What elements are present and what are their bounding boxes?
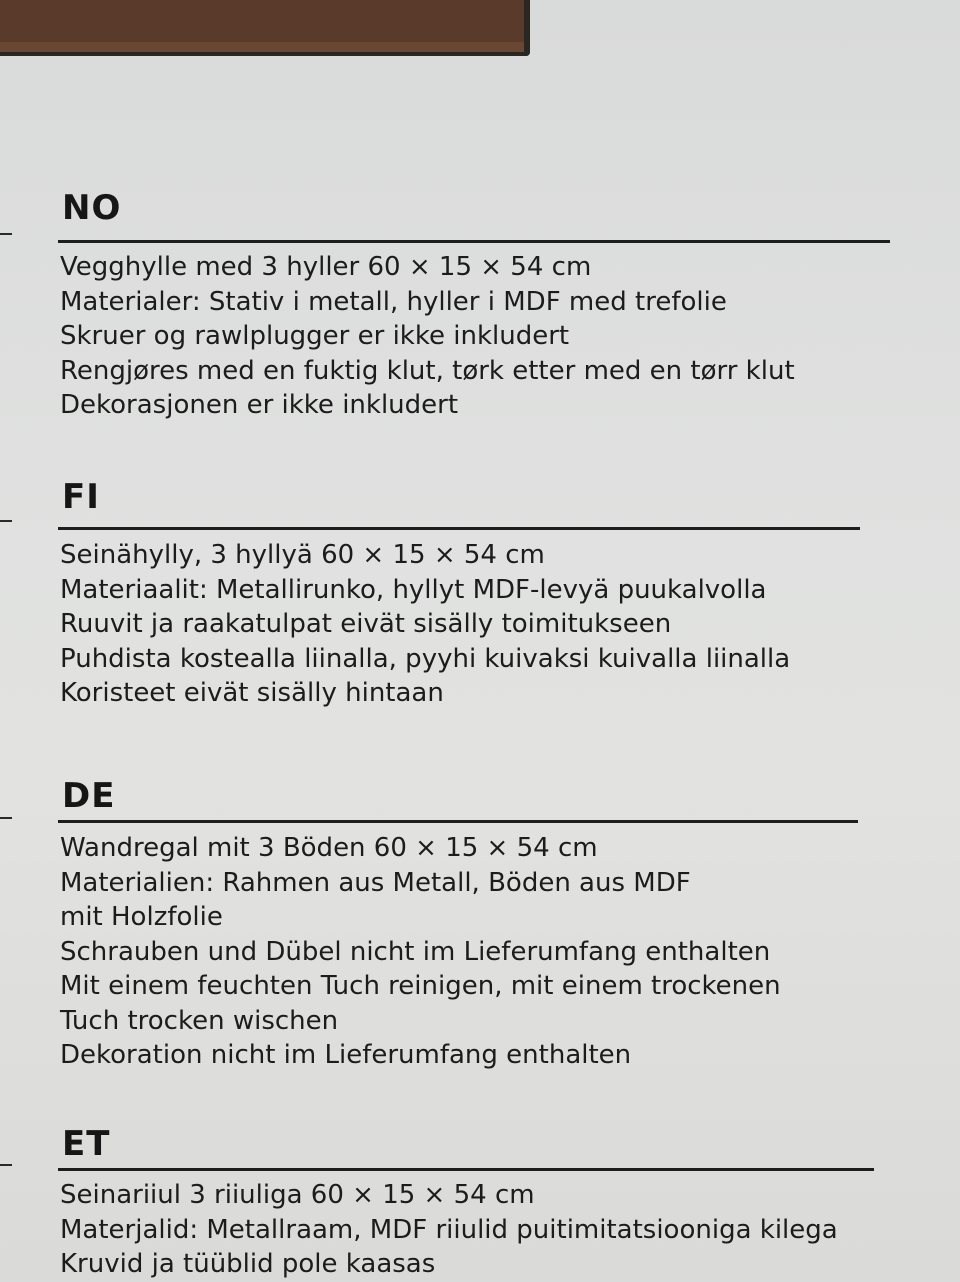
text-lines <box>60 250 795 423</box>
text-line: Seinähylly, 3 hyllyä 60 × 15 × 54 cm <box>60 540 545 570</box>
text-line: Dekoration nicht im Lieferumfang enthalten <box>60 1040 632 1070</box>
side-tick <box>0 817 12 819</box>
text-line: Materialien: Rahmen aus Metall, Böden aus MDF <box>60 867 691 898</box>
text-line: Materjalid: Metallraam, MDF riiulid puitimitatsiooniga kilega <box>60 1214 838 1245</box>
language-code: NO <box>62 188 122 228</box>
text-line: Rengjøres med en fuktig klut, tørk etter med en tørr klut <box>60 355 795 386</box>
text-line: Skruer og rawlplugger er ikke inkludert <box>60 321 570 351</box>
text-line: Schrauben und Dübel nicht im Lieferumfang enthalten <box>60 936 771 967</box>
text-lines <box>60 831 781 1073</box>
text-line: Puhdista kostealla liinalla, pyyhi kuivaksi kuivalla liinalla <box>60 643 791 674</box>
product-photo-edge <box>0 0 530 56</box>
section-divider <box>58 820 858 823</box>
text-line: Ruuvit ja raakatulpat eivät sisälly toimitukseen <box>60 609 672 639</box>
side-tick <box>0 520 12 522</box>
side-tick <box>0 233 12 235</box>
text-line: Seinariiul 3 riiuliga 60 × 15 × 54 cm <box>60 1180 535 1210</box>
text-line: Materiaalit: Metallirunko, hyllyt MDF-levyä puukalvolla <box>60 574 767 605</box>
side-tick <box>0 1164 12 1166</box>
text-line: Materialer: Stativ i metall, hyller i MDF med trefolie <box>60 286 727 317</box>
language-code: DE <box>62 776 116 816</box>
text-line: Tuch trocken wischen <box>60 1005 339 1036</box>
section-divider <box>58 240 890 243</box>
text-lines <box>60 538 790 711</box>
section-divider <box>58 527 860 530</box>
text-line: Mit einem feuchten Tuch reinigen, mit einem trockenen <box>60 971 781 1001</box>
text-line: Vegghylle med 3 hyller 60 × 15 × 54 cm <box>60 252 592 282</box>
shelf-board-edge <box>0 42 524 52</box>
language-code: FI <box>62 477 100 517</box>
text-line: Wandregal mit 3 Böden 60 × 15 × 54 cm <box>60 833 598 863</box>
text-lines <box>60 1178 838 1282</box>
text-line: Kruvid ja tüüblid pole kaasas <box>60 1249 436 1279</box>
text-line: mit Holzfolie <box>60 902 223 932</box>
text-line: Koristeet eivät sisälly hintaan <box>60 678 444 708</box>
language-code: ET <box>62 1124 111 1164</box>
section-divider <box>58 1168 874 1171</box>
text-line: Dekorasjonen er ikke inkludert <box>60 390 459 420</box>
